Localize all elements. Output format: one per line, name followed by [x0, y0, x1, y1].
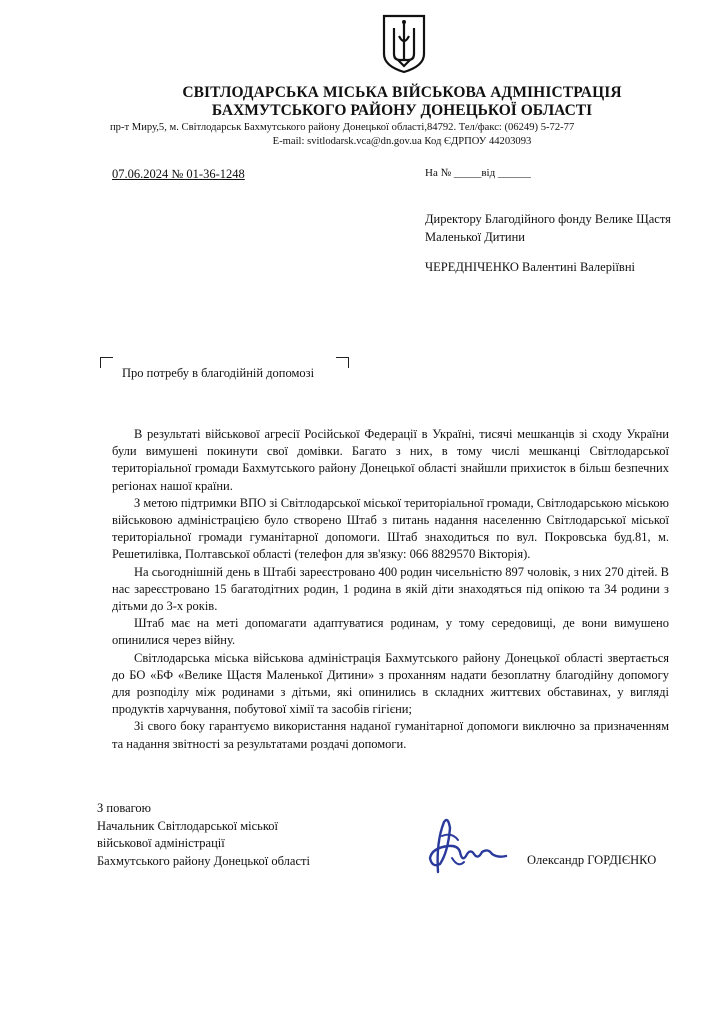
body-paragraph: Світлодарська міська військова адміністрація Бахмутського району Донецької області звертається до БО «БФ «Велике Щастя Маленької Дитини» з проханням надати безоплатну благодійну допомогу для розподілу між родинами з дітьми, які опинились в складних життєвих обставинах, у вигляді продуктів харчування, побутової хімії та засобів гігієни;	[112, 650, 669, 717]
handwritten-signature-icon	[418, 812, 510, 876]
recipient-name: ЧЕРЕДНІЧЕНКО Валентині Валеріївні	[425, 260, 635, 274]
subject-bracket-left	[100, 357, 113, 368]
org-title-line2: БАХМУТСЬКОГО РАЙОНУ ДОНЕЦЬКОЇ ОБЛАСТІ	[211, 102, 593, 119]
signer-position-line1: Начальник Світлодарської міської	[97, 818, 279, 833]
body-paragraph: Штаб має на меті допомагати адаптуватися родинам, у тому середовищі, де вони вимушено опинилися через війну.	[112, 616, 669, 648]
body-paragraph: Зі свого боку гарантуємо використання наданої гуманітарної допомоги виключно за призначенням та надання звітності за результатами роздачі допомоги.	[112, 719, 669, 751]
letter-body	[112, 426, 669, 753]
signer-name: Олександр ГОРДІЄНКО	[527, 853, 657, 867]
body-paragraph: В результаті військової агресії Російської Федерації в Україні, тисячі мешканців зі сходу України були вимушені покинути свої домівки. Багато з них, в тому числі мешканці Світлодарської територіальної громади Бахмутського району Донецької області знайшли прихисток в більш безпечних регіонах нашої країни.	[112, 427, 669, 493]
incoming-number: На № _____від ______	[425, 167, 531, 179]
org-title-line1: СВІТЛОДАРСЬКА МІСЬКА ВІЙСЬКОВА АДМІНІСТРАЦІЯ	[182, 84, 622, 101]
signer-position-line2: військової адміністрації	[97, 836, 225, 850]
body-paragraph: На сьогоднішній день в Штабі зареєстровано 400 родин чисельністю 897 чоловік, з них 270 дітей. В нас зареєстровано 15 багатодітних родин, 1 родина в якій діти знаходяться під опікою та 34 родини з дітьми до 3-х років.	[112, 564, 669, 614]
signer-position-line3: Бахмутського району Донецької області	[97, 853, 310, 868]
recipient-position: Директору Благодійного фонду Велике Щастя Маленької Дитини	[425, 212, 671, 244]
closing-block	[97, 800, 310, 870]
outgoing-number: 07.06.2024 № 01-36-1248	[112, 167, 245, 181]
closing-regards: З повагою	[97, 801, 152, 815]
letter-subject: Про потребу в благодійній допомозі	[122, 366, 315, 380]
body-paragraph: З метою підтримки ВПО зі Світлодарської міської територіальної громади, Світлодарською міською військовою адміністрацією було створено Штаб з питань надання населенню Світлодарської міської територіальної громади гуманітарної допомоги. Штаб знаходиться по вул. Покровська буд.81, м. Решетилівка, Полтавської області (телефон для зв'язку: 066 8829570 Вікторія).	[112, 495, 670, 562]
org-email-code: E-mail: svitlodarsk.vca@dn.gov.ua Код ЄДРПОУ 44203093	[272, 136, 532, 147]
trident-coat-of-arms-icon	[382, 14, 426, 74]
org-address: пр-т Миру,5, м. Світлодарськ Бахмутського району Донецької області,84792. Тел/факс: (06249) 5-72-77	[110, 122, 575, 133]
